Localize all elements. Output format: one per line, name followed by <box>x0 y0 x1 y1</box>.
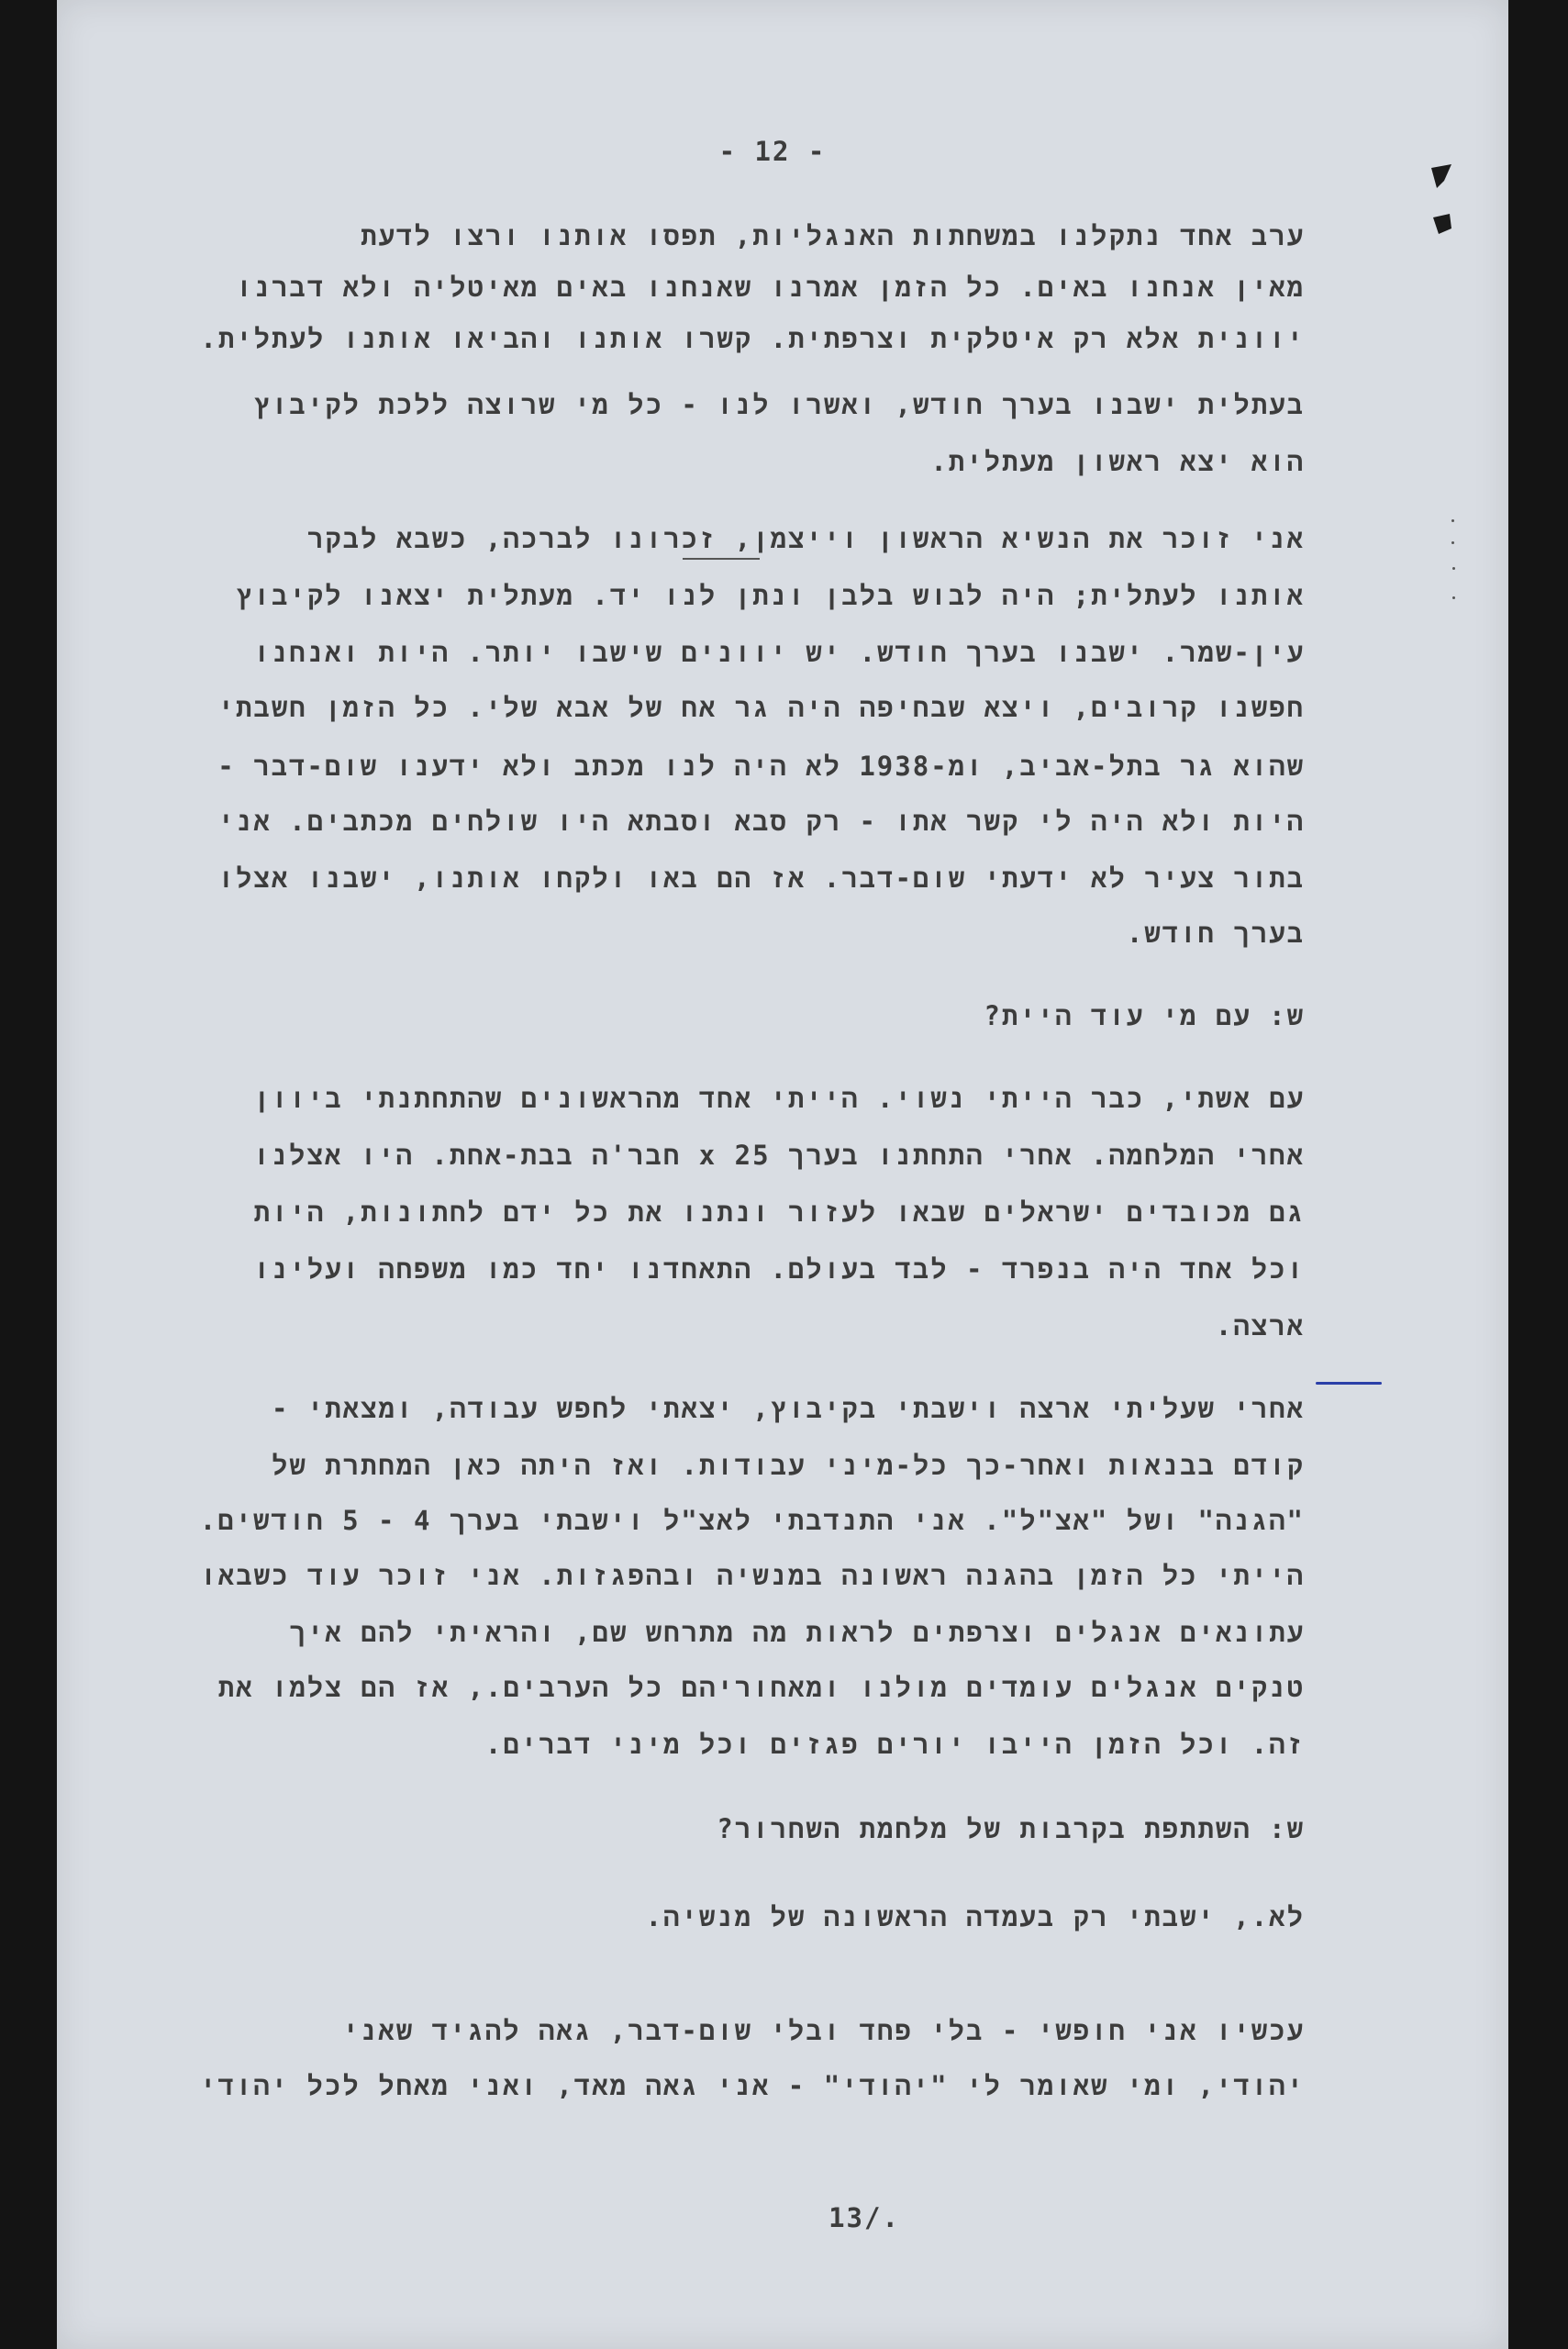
text-line: וכל אחד היה בנפרד - לבד בעולם. התאחדנו יחד כמו משפחה ועלינו <box>253 1253 1305 1285</box>
text-line: היות ולא היה לי קשר אתו - רק סבא וסבתא היו שולחים מכתבים. אני <box>217 806 1305 837</box>
text-line: "הגנה" ושל "אצ"ל". אני התנדבתי לאצ"ל וישבתי בערך 4 - 5 חודשים. <box>199 1505 1305 1536</box>
text-line: עין-שמר. ישבנו בערך חודש. יש יוונים שישבו יותר. היות ואנחנו <box>253 637 1305 668</box>
text-line: ערב אחד נתקלנו במשחתות האנגליות, תפסו אותנו ורצו לדעת <box>361 220 1305 251</box>
text-line: שהוא גר בתל-אביב, ומ-1938 לא היה לנו מכתב ולא ידענו שום-דבר - <box>217 751 1305 782</box>
text-line: אותנו לעתלית; היה לבוש בלבן ונתן לנו יד. מעתלית יצאנו לקיבוץ <box>236 580 1305 611</box>
text-line: אחרי המלחמה. אחרי התחתנו בערך 25 x חבר'ה בבת-אחת. היו אצלנו <box>253 1140 1305 1171</box>
text-line: אחרי שעליתי ארצה וישבתי בקיבוץ, יצאתי לחפש עבודה, ומצאתי - <box>271 1393 1305 1424</box>
text-line: מאין אנחנו באים. כל הזמן אמרנו שאנחנו באים מאיטליה ולא דברנו <box>236 272 1305 303</box>
question-line: ש: השתתפת בקרבות של מלחמת השחרור? <box>717 1813 1305 1844</box>
document-page <box>57 0 1508 2349</box>
page-number: - 12 - <box>718 136 827 167</box>
text-line: אני זוכר את הנשיא הראשון וייצמן, זכרונו לברכה, כשבא לבקר <box>306 523 1305 554</box>
text-line: הייתי כל הזמן בהגנה ראשונה במנשיה ובהפגזות. אני זוכר עוד כשבאו <box>200 1560 1305 1591</box>
text-line: בתור צעיר לא ידעתי שום-דבר. אז הם באו ולקחו אותנו, ישבנו אצלו <box>217 863 1305 894</box>
text-line: ארצה. <box>1215 1310 1305 1341</box>
text-line: עתונאים אנגלים וצרפתים לראות מה מתרחש שם, והראיתי להם איך <box>289 1617 1305 1648</box>
underline <box>683 558 760 560</box>
pin-dot <box>1451 541 1454 544</box>
text-line: לא., ישבתי רק בעמדה הראשונה של מנשיה. <box>645 1901 1305 1932</box>
text-line: זה. וכל הזמן הייבו יורים פגזים וכל מיני דברים. <box>484 1729 1305 1760</box>
continuation-marker: 13/. <box>828 2202 900 2233</box>
text-line: עם אשתי, כבר הייתי נשוי. הייתי אחד מהראשונים שהתחתנתי ביוון <box>253 1083 1305 1114</box>
text-line: יהודי, ומי שאומר לי "יהודי" - אני גאה מאד, ואני מאחל לכל יהודי <box>200 2070 1305 2101</box>
text-line: חפשנו קרובים, ויצא שבחיפה היה גר אח של אבא שלי. כל הזמן חשבתי <box>217 692 1305 723</box>
text-line: יוונית אלא רק איטלקית וצרפתית. קשרו אותנו והביאו אותנו לעתלית. <box>200 323 1305 354</box>
pin-dot <box>1452 567 1455 570</box>
pin-dot <box>1452 596 1455 599</box>
text-line: גם מכובדים ישראלים שבאו לעזור ונתנו את כל ידם לחתונות, היות <box>253 1197 1305 1228</box>
text-line: עכשיו אני חופשי - בלי פחד ובלי שום-דבר, גאה להגיד שאני <box>342 2015 1305 2046</box>
text-line: קודם בבנאות ואחר-כך כל-מיני עבודות. ואז היתה כאן המחתרת של <box>271 1450 1305 1481</box>
pin-dot <box>1451 519 1454 522</box>
text-line: טנקים אנגלים עומדים מולנו ומאחוריהם כל הערבים., אז הם צלמו את <box>217 1672 1305 1703</box>
text-line: הוא יצא ראשון מעתלית. <box>930 446 1305 477</box>
text-line: בעתלית ישבנו בערך חודש, ואשרו לנו - כל מי שרוצה ללכת לקיבוץ <box>253 389 1305 420</box>
question-line: ש: עם מי עוד היית? <box>984 1000 1305 1031</box>
text-line: בערך חודש. <box>1126 918 1305 949</box>
hole-mark-icon <box>1424 161 1461 252</box>
pen-mark <box>1316 1382 1382 1385</box>
